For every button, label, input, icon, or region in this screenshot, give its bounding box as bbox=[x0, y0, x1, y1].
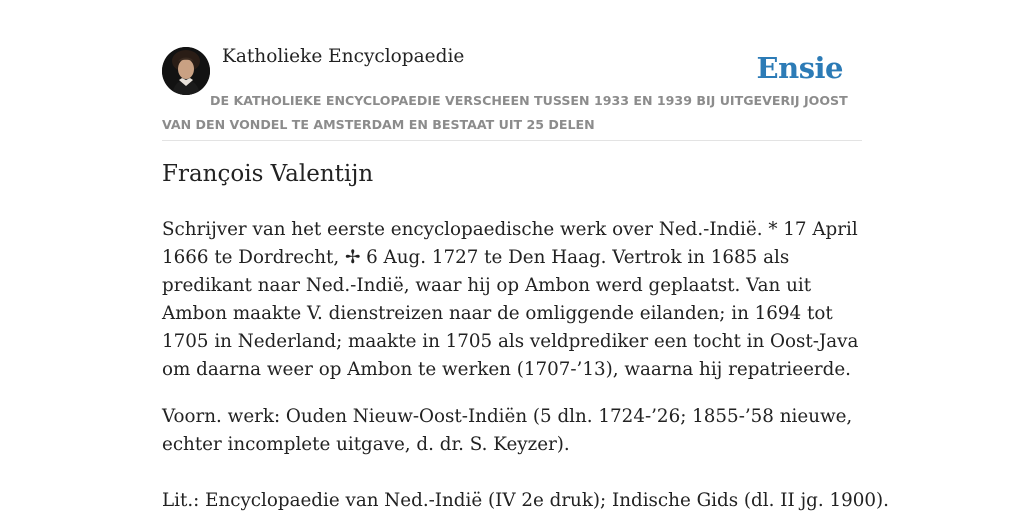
portrait-avatar-icon[interactable] bbox=[162, 47, 210, 95]
site-title-link[interactable]: Katholieke Encyclopaedie bbox=[222, 46, 465, 67]
article-paragraph-literature: Lit.: Encyclopaedie van Ned.-Indië (IV 2e druk); Indische Gids (dl. II jg. 1900). bbox=[162, 490, 889, 511]
ensie-logo-link[interactable]: Ensie bbox=[756, 51, 843, 85]
site-tagline: DE KATHOLIEKE ENCYCLOPAEDIE VERSCHEEN TUSSEN 1933 EN 1939 BIJ UITGEVERIJ JOOST VAN DEN VONDEL TE AMSTERDAM EN BESTAAT UIT 25 DELEN bbox=[162, 93, 848, 132]
article-title: François Valentijn bbox=[162, 161, 374, 187]
page bbox=[162, 0, 889, 512]
site-header bbox=[162, 0, 862, 141]
article-paragraph-works: Voorn. werk: Ouden Nieuw-Oost-Indiën (5 dln. 1724-’26; 1855-’58 nieuwe, echter incomplete uitgave, d. dr. S. Keyzer). bbox=[162, 406, 853, 455]
article-paragraph-biography: Schrijver van het eerste encyclopaedische werk over Ned.-Indië. * 17 April 1666 te Dordrecht, ✢ 6 Aug. 1727 te Den Haag. Vertrok in 1685 als predikant naar Ned.-Indië, waar hij op Ambon werd geplaatst. Van uit Ambon maakte V. dienstreizen naar de omliggende eilanden; in 1694 tot 1705 in Nederland; maakte in 1705 als veldprediker een tocht in Oost-Java om daarna weer op Ambon te werken (1707-’13), waarna hij repatrieerde. bbox=[162, 219, 859, 380]
